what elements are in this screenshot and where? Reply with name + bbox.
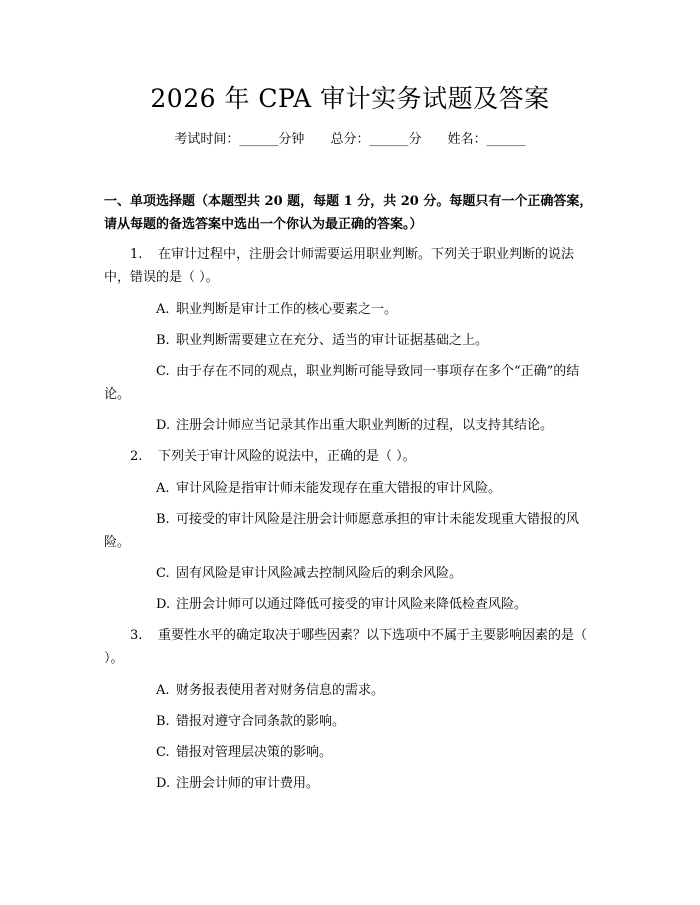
option-label: C. — [156, 566, 170, 581]
question-2-option-b — [104, 508, 596, 554]
question-text: 在审计过程中，注册会计师需要运用职业判断。下列关于职业判断的说法中，错误的是（ ）。 — [104, 247, 575, 285]
option-label: B. — [156, 512, 170, 527]
question-1-option-c — [104, 360, 596, 406]
question-3 — [104, 624, 596, 670]
page-title: 2026 年 CPA 审计实务试题及答案 — [150, 84, 550, 113]
option-text: 错报对管理层决策的影响。 — [176, 745, 333, 760]
question-number: 2. — [130, 449, 143, 464]
question-3-option-b — [104, 710, 596, 733]
question-2 — [104, 445, 596, 468]
question-text: 下列关于审计风险的说法中，正确的是（ ）。 — [158, 449, 416, 464]
question-3-option-c — [104, 741, 596, 764]
option-text: 可接受的审计风险是注册会计师愿意承担的审计未能发现重大错报的风险。 — [104, 512, 580, 550]
question-2-option-c — [104, 562, 596, 585]
option-text: 职业判断需要建立在充分、适当的审计证据基础之上。 — [176, 333, 489, 348]
option-label: D. — [156, 597, 171, 612]
option-text: 注册会计师的审计费用。 — [176, 776, 320, 791]
option-text: 注册会计师应当记录其作出重大职业判断的过程，以支持其结论。 — [176, 418, 554, 433]
question-1-option-d — [104, 414, 596, 437]
option-label: D. — [156, 418, 171, 433]
question-2-option-a — [104, 477, 596, 500]
question-2-option-d — [104, 593, 596, 616]
question-3-option-a — [104, 679, 596, 702]
option-label: A. — [156, 481, 170, 496]
question-1-option-a — [104, 298, 596, 321]
option-label: A. — [156, 302, 170, 317]
question-1 — [104, 243, 596, 289]
exam-body — [104, 190, 596, 803]
section-heading: 一、单项选择题（本题型共 20 题，每题 1 分，共 20 分。每题只有一个正确答案，请从每题的备选答案中选出一个你认为最正确的答案。） — [104, 194, 593, 232]
option-text: 职业判断是审计工作的核心要素之一。 — [176, 302, 398, 317]
option-label: C. — [156, 745, 170, 760]
option-text: 由于存在不同的观点，职业判断可能导致同一事项存在多个“正确”的结论。 — [104, 364, 580, 402]
option-text: 错报对遵守合同条款的影响。 — [176, 714, 346, 729]
option-label: B. — [156, 333, 170, 348]
name-field: 姓名：______ — [447, 132, 526, 147]
question-text: 重要性水平的确定取决于哪些因素？以下选项中不属于主要影响因素的是（ ）。 — [104, 628, 588, 666]
exam-meta — [0, 131, 700, 149]
option-label: A. — [156, 683, 170, 698]
question-1-option-b — [104, 329, 596, 352]
option-text: 财务报表使用者对财务信息的需求。 — [176, 683, 385, 698]
option-label: B. — [156, 714, 170, 729]
option-label: C. — [156, 364, 170, 379]
option-label: D. — [156, 776, 171, 791]
exam-time-field: 考试时间：______分钟 — [174, 132, 305, 147]
question-number: 1. — [130, 247, 143, 262]
option-text: 审计风险是指审计师未能发现存在重大错报的审计风险。 — [176, 481, 502, 496]
total-score-field: 总分：______分 — [330, 132, 422, 147]
question-3-option-d — [104, 772, 596, 795]
option-text: 注册会计师可以通过降低可接受的审计风险来降低检查风险。 — [176, 597, 528, 612]
option-text: 固有风险是审计风险减去控制风险后的剩余风险。 — [176, 566, 463, 581]
question-number: 3. — [130, 628, 143, 643]
